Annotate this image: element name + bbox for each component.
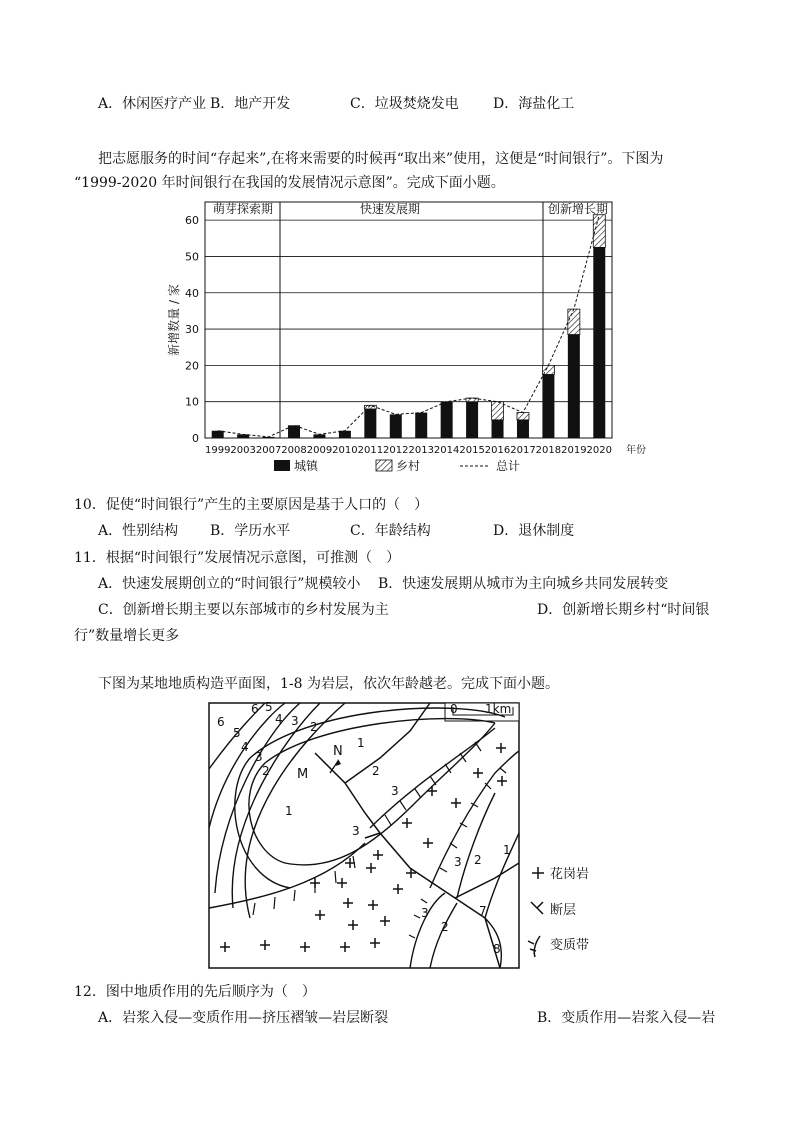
rock-label: 5 — [233, 726, 241, 740]
granite-mark — [496, 743, 506, 753]
x-tick-label: 2016 — [484, 445, 511, 456]
bar-urban — [390, 414, 402, 438]
q10-option-b: B．学历水平 — [210, 523, 291, 539]
granite-mark — [451, 798, 461, 808]
rock-label: 7 — [479, 904, 487, 918]
north-label: N — [333, 744, 343, 759]
granite-mark — [220, 942, 230, 952]
granite-mark — [343, 898, 353, 908]
bar-urban — [542, 374, 554, 438]
rock-label: 5 — [265, 700, 273, 714]
rock-label: 2 — [262, 764, 270, 778]
bar-urban — [466, 402, 478, 438]
bar-urban — [441, 402, 453, 438]
rock-label: 3 — [391, 784, 399, 798]
q11-option-c: C．创新增长期主要以东部城市的乡村发展为主 — [98, 602, 389, 618]
q11-option-d-part2: 行”数量增长更多 — [74, 628, 180, 644]
point-m-label: M — [297, 767, 309, 782]
q11-option-b: B．快速发展期从城市为主向城乡共同发展转变 — [378, 576, 669, 592]
bar-urban — [313, 434, 325, 438]
bar-rural — [517, 413, 529, 420]
granite-mark — [368, 900, 378, 910]
scale-zero: 0 — [450, 702, 458, 716]
bar-rural — [593, 215, 605, 248]
x-tick-label: 2015 — [459, 445, 485, 456]
bar-rural — [568, 309, 580, 334]
q10-option-d: D．退休制度 — [493, 523, 575, 539]
map-legend — [528, 866, 589, 957]
x-tick-label: 2017 — [510, 445, 536, 456]
y-axis-label: 新增数量 / 家 — [167, 284, 181, 356]
rock-label: 8 — [493, 942, 501, 956]
x-tick-label: 2011 — [357, 445, 384, 456]
bar-urban — [492, 420, 504, 438]
q11-option-a: A．快速发展期创立的“时间银行”规模较小 — [98, 576, 361, 592]
rock-label: 2 — [310, 720, 318, 734]
granite-mark — [406, 868, 416, 878]
granite-mark — [366, 863, 376, 873]
x-tick-label: 2010 — [332, 445, 358, 456]
y-tick-label: 40 — [185, 286, 199, 300]
q10-option-a: A．性别结构 — [98, 523, 179, 539]
rock-label: 1 — [357, 736, 365, 750]
period-label: 萌芽探索期 — [212, 202, 274, 216]
x-tick-label: 2018 — [535, 445, 562, 456]
granite-mark — [423, 838, 433, 848]
granite-mark — [427, 786, 437, 796]
legend-granite: 花岗岩 — [550, 867, 590, 882]
x-tick-label: 2020 — [586, 445, 613, 456]
intro1-line1: 把志愿服务的时间“存起来”,在将来需要的时候再“取出来”使用，这便是“时间银行”。下图为 — [98, 151, 664, 167]
x-tick-label: 2014 — [433, 445, 460, 456]
rock-label: 6 — [217, 715, 225, 729]
legend-rural-label: 乡村 — [396, 459, 421, 473]
rock-label: 2 — [372, 764, 380, 778]
granite-mark — [393, 884, 403, 894]
q12-stem: 12．图中地质作用的先后顺序为（ ） — [74, 984, 316, 1000]
granite-mark — [370, 938, 380, 948]
bar-urban — [212, 431, 224, 438]
q11-option-d-part1: D．创新增长期乡村“时间银 — [537, 602, 710, 618]
bar-urban — [364, 409, 376, 438]
bar-urban — [593, 247, 605, 438]
x-tick-label: 2012 — [383, 445, 409, 456]
granite-mark — [497, 776, 507, 786]
x-tick-label: 2007 — [255, 445, 282, 456]
y-tick-label: 20 — [185, 359, 199, 373]
legend-fault: 断层 — [550, 903, 577, 918]
period-label: 快速发展期 — [359, 202, 421, 216]
x-axis-suffix: 年份 — [626, 445, 646, 456]
rock-label: 2 — [441, 920, 449, 934]
y-tick-label: 50 — [185, 250, 199, 264]
bar-urban — [415, 413, 427, 438]
q9-option-d: D．海盐化工 — [493, 96, 575, 112]
granite-mark — [340, 942, 350, 952]
bar-urban — [288, 425, 300, 438]
bar-urban — [517, 420, 529, 438]
bar-rural — [492, 402, 504, 420]
legend-urban-swatch — [274, 460, 290, 471]
legend-metamorphic: 变质带 — [550, 938, 590, 953]
legend-total-label: 总计 — [496, 459, 521, 473]
granite-mark — [473, 768, 483, 778]
q9-option-b: B．地产开发 — [210, 96, 291, 112]
rock-label: 3 — [352, 824, 360, 838]
x-tick-label: 2009 — [306, 445, 333, 456]
y-tick-label: 60 — [185, 214, 199, 228]
granite-mark — [402, 818, 412, 828]
rock-label: 3 — [255, 750, 263, 764]
x-tick-label: 2008 — [281, 445, 307, 456]
rock-label: 4 — [241, 740, 249, 754]
x-tick-label: 2003 — [230, 445, 256, 456]
q9-option-c: C．垃圾焚烧发电 — [350, 96, 459, 112]
granite-mark — [315, 910, 325, 920]
rock-label: 1 — [285, 804, 293, 818]
intro1-line2: “1999-2020 年时间银行在我国的发展情况示意图”。完成下面小题。 — [74, 175, 505, 191]
rock-label: 1 — [503, 843, 511, 857]
q9-option-a: A．休闲医疗产业 — [98, 96, 207, 112]
geology-map — [195, 693, 615, 978]
x-tick-label: 2013 — [408, 445, 434, 456]
granite-mark — [337, 878, 347, 888]
intro2: 下图为某地地质构造平面图，1-8 为岩层，依次年龄越老。完成下面小题。 — [98, 676, 559, 692]
q10-option-c: C．年龄结构 — [350, 523, 431, 539]
total-line — [218, 215, 600, 437]
q10-stem: 10．促使“时间银行”产生的主要原因是基于人口的（ ） — [74, 497, 429, 513]
rock-label: 4 — [275, 712, 283, 726]
bar-urban — [568, 335, 580, 438]
legend-urban-label: 城镇 — [294, 459, 319, 473]
bar-urban — [237, 434, 249, 438]
y-tick-label: 0 — [192, 432, 199, 445]
rock-label: 3 — [421, 906, 429, 920]
granite-mark — [348, 920, 358, 930]
rock-label: 3 — [291, 714, 299, 728]
rock-label: 6 — [251, 702, 259, 716]
x-tick-label: 2019 — [561, 445, 587, 456]
period-label: 创新增长期 — [547, 202, 609, 216]
q12-option-b: B．变质作用—岩浆入侵—岩 — [537, 1010, 716, 1026]
x-tick-label: 1999 — [204, 445, 231, 456]
rock-label: 3 — [454, 855, 462, 869]
y-tick-label: 10 — [185, 395, 199, 409]
time-bank-chart — [0, 190, 800, 490]
rock-label: 2 — [474, 853, 482, 867]
granite-mark — [373, 850, 383, 860]
q12-option-a: A．岩浆入侵—变质作用—挤压褶皱—岩层断裂 — [98, 1010, 389, 1026]
granite-mark — [380, 916, 390, 926]
y-tick-label: 30 — [185, 323, 199, 337]
granite-mark — [260, 940, 270, 950]
q11-stem: 11．根据“时间银行”发展情况示意图，可推测（ ） — [74, 550, 401, 566]
legend-rural-swatch — [376, 460, 392, 471]
granite-mark — [300, 942, 310, 952]
scale-km: 1km — [485, 702, 512, 716]
